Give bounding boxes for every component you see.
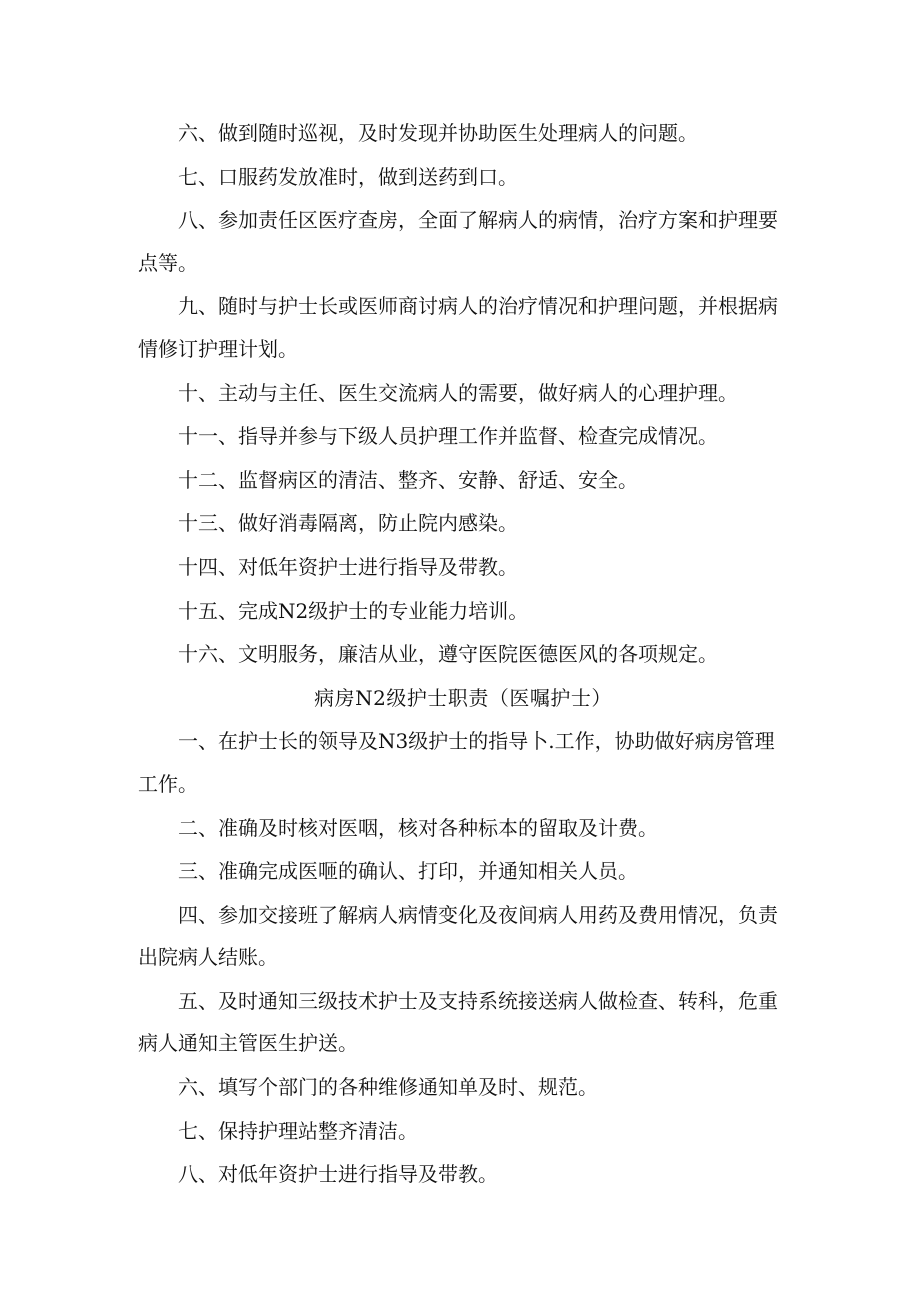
duty-item: 十三、做好消毒隔离，防止院内感染。 bbox=[178, 511, 518, 536]
duty-item: 四、参加交接班了解病人病情变化及夜间病人用药及费用情况，负责出院病人结账。 bbox=[138, 902, 778, 970]
duty-item: 七、保持护理站整齐清洁。 bbox=[178, 1118, 418, 1143]
duty-item: 十一、指导并参与下级人员护理工作并监督、检查完成情况。 bbox=[178, 424, 718, 449]
duty-item: 七、口服药发放准时，做到送药到口。 bbox=[178, 164, 518, 189]
duty-item: 十五、完成N2级护士的专业能力培训。 bbox=[178, 598, 529, 623]
duty-item: 十四、对低年资护士进行指导及带教。 bbox=[178, 554, 518, 579]
duty-item: 五、及时通知三级技术护士及支持系统接送病人做检查、转科，危重病人通知主管医生护送。 bbox=[138, 988, 778, 1056]
duty-item: 九、随时与护士长或医师商讨病人的治疗情况和护理问题，并根据病情修订护理计划。 bbox=[138, 294, 778, 361]
duty-item: 十、主动与主任、医生交流病人的需要，做好病人的心理护理。 bbox=[178, 380, 738, 405]
duty-item: 六、填写个部门的各种维修通知单及时、规范。 bbox=[178, 1075, 598, 1100]
duty-item: 二、准确及时核对医咽，核对各种标本的留取及计费。 bbox=[178, 815, 658, 840]
duty-item: 三、准确完成医咂的确认、打印，并通知相关人员。 bbox=[178, 859, 638, 884]
section-title: 病房N2级护士职责（医嘱护士） bbox=[314, 685, 612, 710]
duty-item: 八、参加责任区医疗查房，全面了解病人的病情，治疗方案和护理要点等。 bbox=[138, 208, 778, 275]
duty-item: 一、在护士长的领导及N3级护士的指导卜.工作，协助做好病房管理工作。 bbox=[138, 729, 775, 796]
duty-item: 六、做到随时巡视，及时发现并协助医生处理病人的问题。 bbox=[178, 121, 698, 145]
duty-item: 十六、文明服务，廉洁从业，遵守医院医德医风的各项规定。 bbox=[178, 642, 718, 667]
duty-item: 十二、监督病区的清洁、整齐、安静、舒适、安全。 bbox=[178, 467, 638, 492]
document-content bbox=[138, 112, 788, 1196]
duty-item: 八、对低年资护士进行指导及带教。 bbox=[178, 1162, 498, 1187]
